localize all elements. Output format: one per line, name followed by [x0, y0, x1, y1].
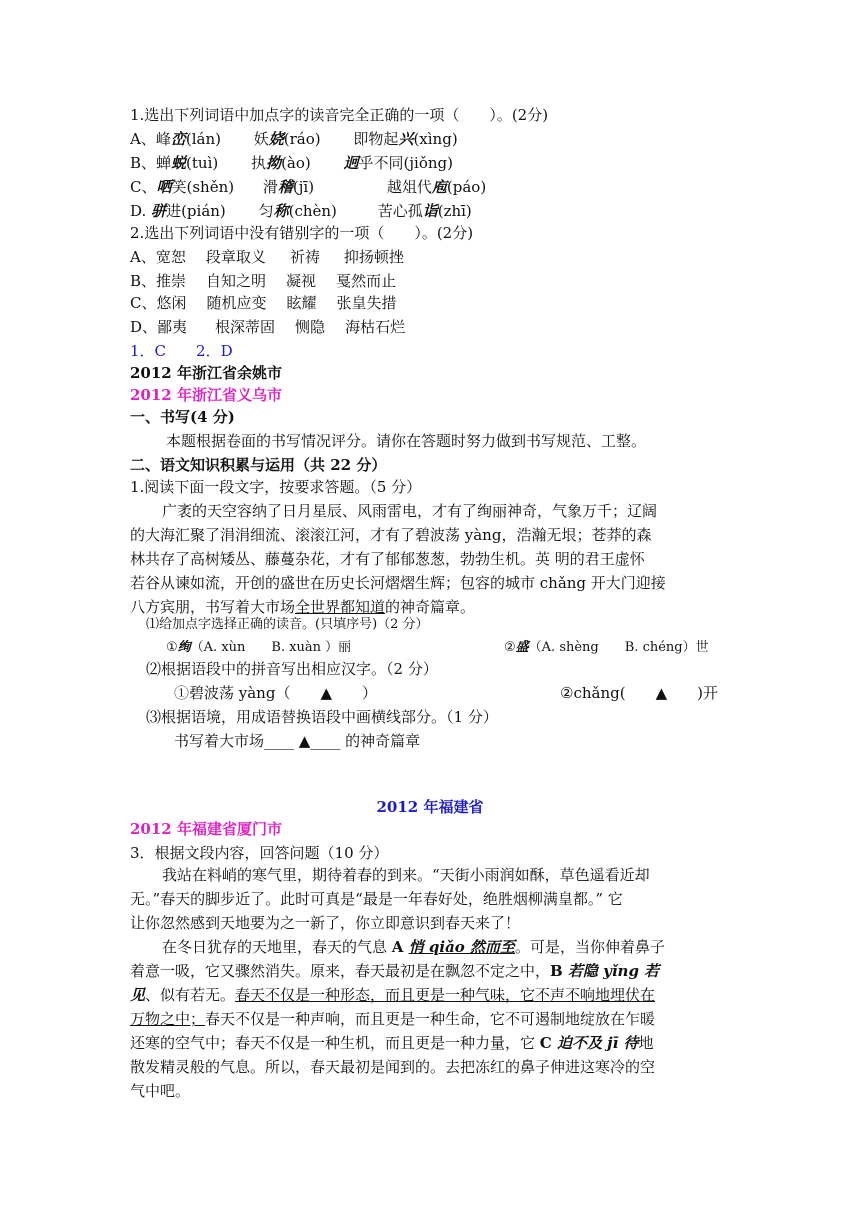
text: 抑扬顿挫 — [343, 248, 404, 266]
passage-line-4: 若谷从谏如流，开创的盛世在历史长河熠熠生辉；包容的城市 chǎng 开大门迎接 — [130, 574, 666, 592]
text: (lán) — [185, 130, 221, 148]
q3-p1-line-2: 无。”春天的脚步近了。此时可真是“最是一年春好处，绝胜烟柳满皇都。” 它 — [130, 890, 623, 908]
text: C、 — [130, 178, 157, 196]
text: A、峰 — [130, 130, 171, 148]
sub-q1-a — [166, 637, 351, 659]
text: 苦心孤 — [377, 202, 423, 220]
marker-b: B — [550, 962, 568, 980]
sub-q1-title: ⑴给加点字选择正确的读音。(只填序号)（2 分） — [146, 617, 429, 632]
q3-p2-line-7: 气中吧。 — [130, 1082, 191, 1100]
sub-q1-b — [504, 637, 709, 659]
text: ② — [504, 640, 516, 655]
text: 在冬日犹存的天地里，春天的气息 — [162, 938, 392, 956]
section-fujian: 2012 年福建省 — [376, 798, 484, 816]
text: (xìng) — [413, 130, 458, 148]
text: C、悠闲 — [130, 294, 187, 312]
part2-q1-title: 1.阅读下面一段文字，按要求答题。（5 分） — [130, 478, 422, 496]
marker-c: C — [539, 1034, 557, 1052]
q3-p1-line-1: 我站在料峭的寒气里，期待着春的到来。“天街小雨润如酥，草色遥看近却 — [162, 866, 650, 884]
text: 张皇失措 — [336, 294, 397, 312]
dotted-char: 称 — [273, 202, 289, 220]
dotted-char: 诣 — [422, 202, 438, 220]
q3-p2-line-1 — [162, 936, 665, 958]
dotted-char: 峦 — [170, 130, 186, 148]
q2-row-a — [130, 246, 404, 268]
q3-p2-line-5 — [130, 1032, 654, 1054]
passage-line-3: 林共存了高树矮丛、藤蔓杂花，才有了郁郁葱葱，勃勃生机。英 明的君王虚怀 — [130, 550, 645, 568]
text: 凝视 — [286, 272, 317, 290]
passage-line-2: 的大海汇聚了涓涓细流、滚滚江河，才有了碧波荡 yàng，浩瀚无垠；苍莽的森 — [130, 526, 652, 544]
q3-p2-line-6: 散发精灵般的气息。所以，春天最初是闻到的。去把冻红的鼻子伸进这寒冷的空 — [130, 1058, 656, 1076]
text: 眩耀 — [286, 294, 317, 312]
text: (ráo) — [283, 130, 321, 148]
text: B、蝉 — [130, 154, 172, 172]
q3-p2-line-4 — [130, 1008, 655, 1030]
text: 进(pián) — [166, 202, 226, 220]
dotted-phrase-b-end: 见 — [130, 986, 146, 1004]
text: ① — [166, 640, 178, 655]
underlined-sentence-end: 万物之中； — [130, 1010, 206, 1028]
dotted-phrase-c: 迫不及 jī 待 — [556, 1034, 639, 1052]
q2-row-c — [130, 292, 397, 314]
text: 执 — [251, 154, 267, 172]
part2-title: 二、语文知识积累与运用（共 22 分） — [130, 456, 387, 474]
text: 即物起 — [353, 130, 399, 148]
text: A、宽恕 — [130, 248, 186, 266]
underlined-sentence: 春天不仅是一种形态，而且更是一种气味，它不声不响地埋伏在 — [235, 986, 656, 1004]
text: 地 — [638, 1034, 654, 1052]
q1-option-b — [130, 152, 453, 174]
marker-a: A — [391, 938, 409, 956]
text: (páo) — [446, 178, 487, 196]
dotted-char: 盛 — [515, 640, 529, 655]
text: 越俎代 — [386, 178, 432, 196]
text: 祈祷 — [289, 248, 320, 266]
section-yuyao: 2012 年浙江省余姚市 — [130, 364, 282, 382]
dotted-char: 兴 — [398, 130, 414, 148]
text: (tuì) — [186, 154, 219, 172]
section-xiamen: 2012 年福建省厦门市 — [130, 820, 282, 838]
section-yiwu: 2012 年浙江省义乌市 — [130, 386, 282, 404]
dotted-char: 庖 — [431, 178, 447, 196]
dotted-char: 蜕 — [171, 154, 187, 172]
text: 书写着大市场 — [174, 732, 265, 750]
text: 的神奇篇章。 — [385, 598, 476, 616]
text: (zhī) — [437, 202, 472, 220]
dotted-char: 稽 — [277, 178, 293, 196]
text: 还寒的空气中；春天不仅是一种生机，而且更是一种力量，它 — [130, 1034, 540, 1052]
dotted-phrase-a: 悄 qiǎo 然而至 — [408, 938, 516, 956]
text: 妖 — [253, 130, 269, 148]
text: 匀 — [258, 202, 274, 220]
text: 笑(shěn) — [171, 178, 235, 196]
text: 自知之明 — [206, 272, 267, 290]
text: 随机应变 — [206, 294, 267, 312]
q1-option-a — [130, 128, 458, 150]
q1-option-d — [130, 200, 472, 222]
text: 乎不同(jiǒng) — [358, 154, 453, 172]
text: 段章取义 — [205, 248, 266, 266]
text: 的神奇篇章 — [340, 732, 421, 750]
part1-body: 本题根据卷面的书写情况评分。请你在答题时努力做到书写规范、工整。 — [166, 432, 647, 450]
q1-option-c — [130, 176, 486, 198]
q3-p1-line-3: 让你忽然感到天地要为之一新了，你立即意识到春天来了！ — [130, 914, 521, 932]
text: 春天不仅是一种声响，而且更是一种生命，它不可遏制地绽放在乍暖 — [205, 1010, 656, 1028]
text: 、似有若无。 — [145, 986, 236, 1004]
dotted-char: 娆 — [268, 130, 284, 148]
text: (jī) — [292, 178, 315, 196]
dotted-char: 骈 — [151, 202, 167, 220]
q2-row-d — [130, 316, 405, 338]
text: 着意一吸，它又骤然消失。原来，春天最初是在飘忽不定之中， — [130, 962, 551, 980]
underlined-phrase: 全世界都知道 — [295, 598, 386, 616]
text: 恻隐 — [295, 318, 326, 336]
q1-title: 1.选出下列词语中加点字的读音完全正确的一项（ ）。(2分) — [130, 106, 549, 124]
passage-line-1: 广袤的天空容纳了日月星辰、风雨雷电，才有了绚丽神奇，气象万千；辽阔 — [162, 502, 658, 520]
dotted-char: 拗 — [266, 154, 282, 172]
text: D. — [130, 202, 147, 220]
dotted-char: 哂 — [156, 178, 172, 196]
text: D、鄙夷 — [130, 318, 188, 336]
text: 戛然而止 — [336, 272, 397, 290]
text: 。可是，当你伸着鼻子 — [515, 938, 666, 956]
sub-q2-b: ②chǎng( ▲ )开 — [560, 684, 718, 702]
dotted-phrase-b: 若隐 yǐng 若 — [567, 962, 660, 980]
text: （A. shèng B. chéng）世 — [528, 640, 709, 655]
sub-q3-title: ⑶根据语境，用成语替换语段中画横线部分。（1 分） — [146, 708, 498, 726]
sub-q2-title: ⑵根据语段中的拼音写出相应汉字。（2 分） — [146, 660, 438, 678]
text: 海枯石烂 — [345, 318, 406, 336]
text: (chèn) — [288, 202, 337, 220]
text: (ào) — [281, 154, 311, 172]
q3-title: 3．根据文段内容，回答问题（10 分） — [130, 844, 389, 862]
sub-q2-a: ①碧波荡 yàng（ ▲ ） — [174, 684, 377, 702]
text: 根深蒂固 — [215, 318, 276, 336]
answer-blank: ____ ▲____ — [264, 732, 341, 750]
q2-answer: 1．C 2．D — [130, 342, 233, 360]
text: 滑 — [262, 178, 278, 196]
text: （A. xùn B. xuàn ）丽 — [190, 640, 352, 655]
q2-title: 2.选出下列词语中没有错别字的一项（ ）。(2分) — [130, 224, 474, 242]
dotted-char: 迥 — [343, 154, 359, 172]
q2-row-b — [130, 270, 396, 292]
sub-q3-line — [174, 730, 420, 752]
text: B、推崇 — [130, 272, 187, 290]
dotted-char: 绚 — [177, 640, 191, 655]
part1-title: 一、书写(4 分) — [130, 408, 235, 426]
q3-p2-line-2 — [130, 960, 659, 982]
q3-p2-line-3 — [130, 984, 655, 1006]
text: 八方宾朋，书写着大市场 — [130, 598, 296, 616]
